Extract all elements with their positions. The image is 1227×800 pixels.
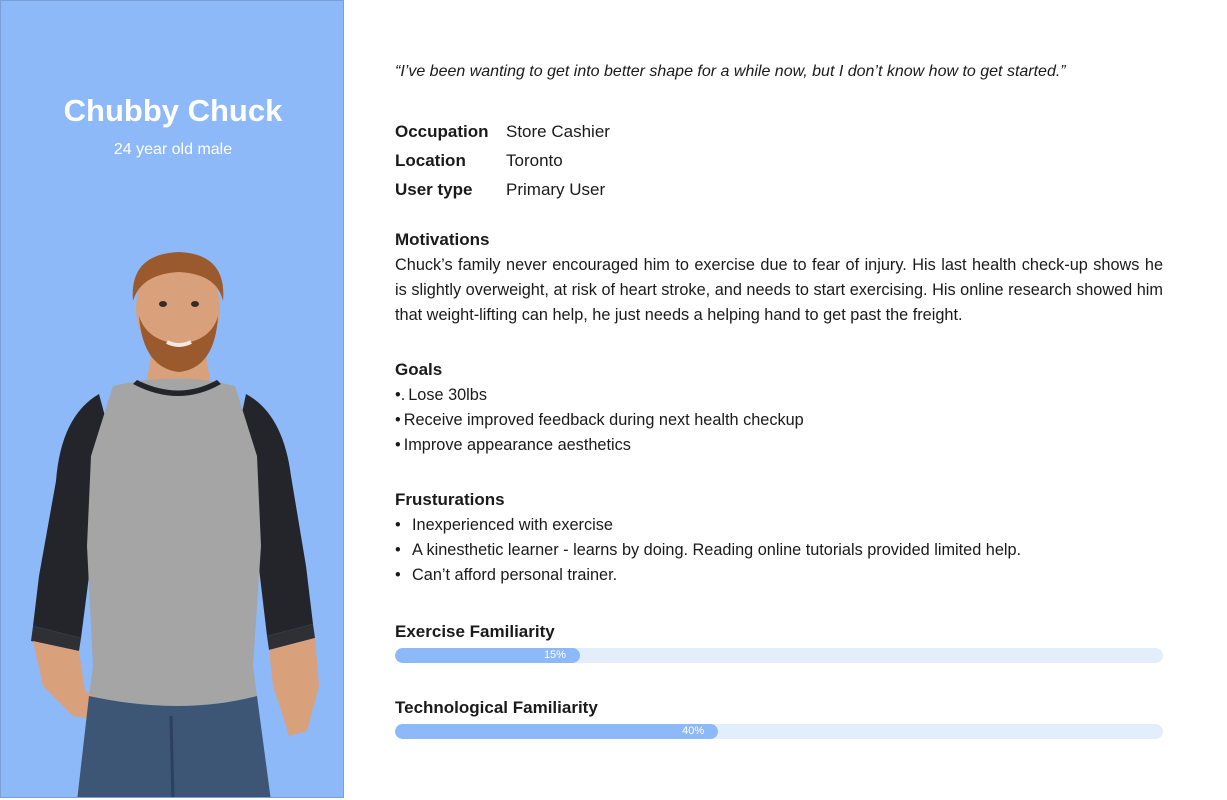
tech-familiarity-bar	[395, 724, 1163, 739]
persona-quote: “I’ve been wanting to get into better shape for a while now, but I don’t know how to get started.”	[395, 63, 1066, 80]
motivations-title: Motivations	[395, 230, 490, 249]
exercise-familiarity-bar	[395, 648, 1163, 663]
persona-info-table	[395, 117, 610, 204]
exercise-familiarity-label: Exercise Familiarity	[395, 622, 555, 641]
info-value: Primary User	[506, 179, 606, 199]
persona-sidebar	[0, 0, 344, 798]
list-item: • Receive improved feedback during next health checkup	[395, 411, 804, 429]
info-label: User type	[395, 179, 473, 199]
info-row-occupation	[395, 117, 610, 146]
goals-list	[395, 383, 804, 458]
info-value: Toronto	[506, 150, 563, 170]
frustrations-title: Frusturations	[395, 490, 505, 509]
tech-familiarity-label: Technological Familiarity	[395, 698, 598, 717]
info-row-location	[395, 146, 610, 175]
frustrations-list	[395, 513, 1021, 588]
progress-percent: 15%	[543, 649, 566, 661]
goals-title: Goals	[395, 360, 443, 379]
persona-subtitle: 24 year old male	[113, 141, 233, 158]
progress-fill	[395, 724, 718, 739]
motivations-text: Chuck’s family never encouraged him to exercise due to fear of injury. His last health check-up shows he is slightly overweight, at risk of heart stroke, and needs to start exercising. His online research showed him that weight-lifting can help, he just needs a helping hand to get past the freight.	[395, 256, 1163, 324]
info-row-user-type	[395, 175, 610, 204]
list-item: • Improve appearance aesthetics	[395, 436, 631, 454]
list-item: • A kinesthetic learner - learns by doing. Reading online tutorials provided limited help.	[395, 541, 1022, 559]
info-label: Location	[395, 150, 466, 170]
list-item: • Inexperienced with exercise	[395, 516, 613, 534]
persona-name: Chubby Chuck	[63, 93, 283, 128]
progress-percent: 40%	[682, 725, 705, 737]
info-value: Store Cashier	[506, 121, 610, 141]
persona-photo	[21, 246, 326, 798]
list-item: • Can’t afford personal trainer.	[395, 566, 618, 584]
info-label: Occupation	[395, 121, 489, 141]
list-item: •. Lose 30lbs	[395, 386, 487, 404]
